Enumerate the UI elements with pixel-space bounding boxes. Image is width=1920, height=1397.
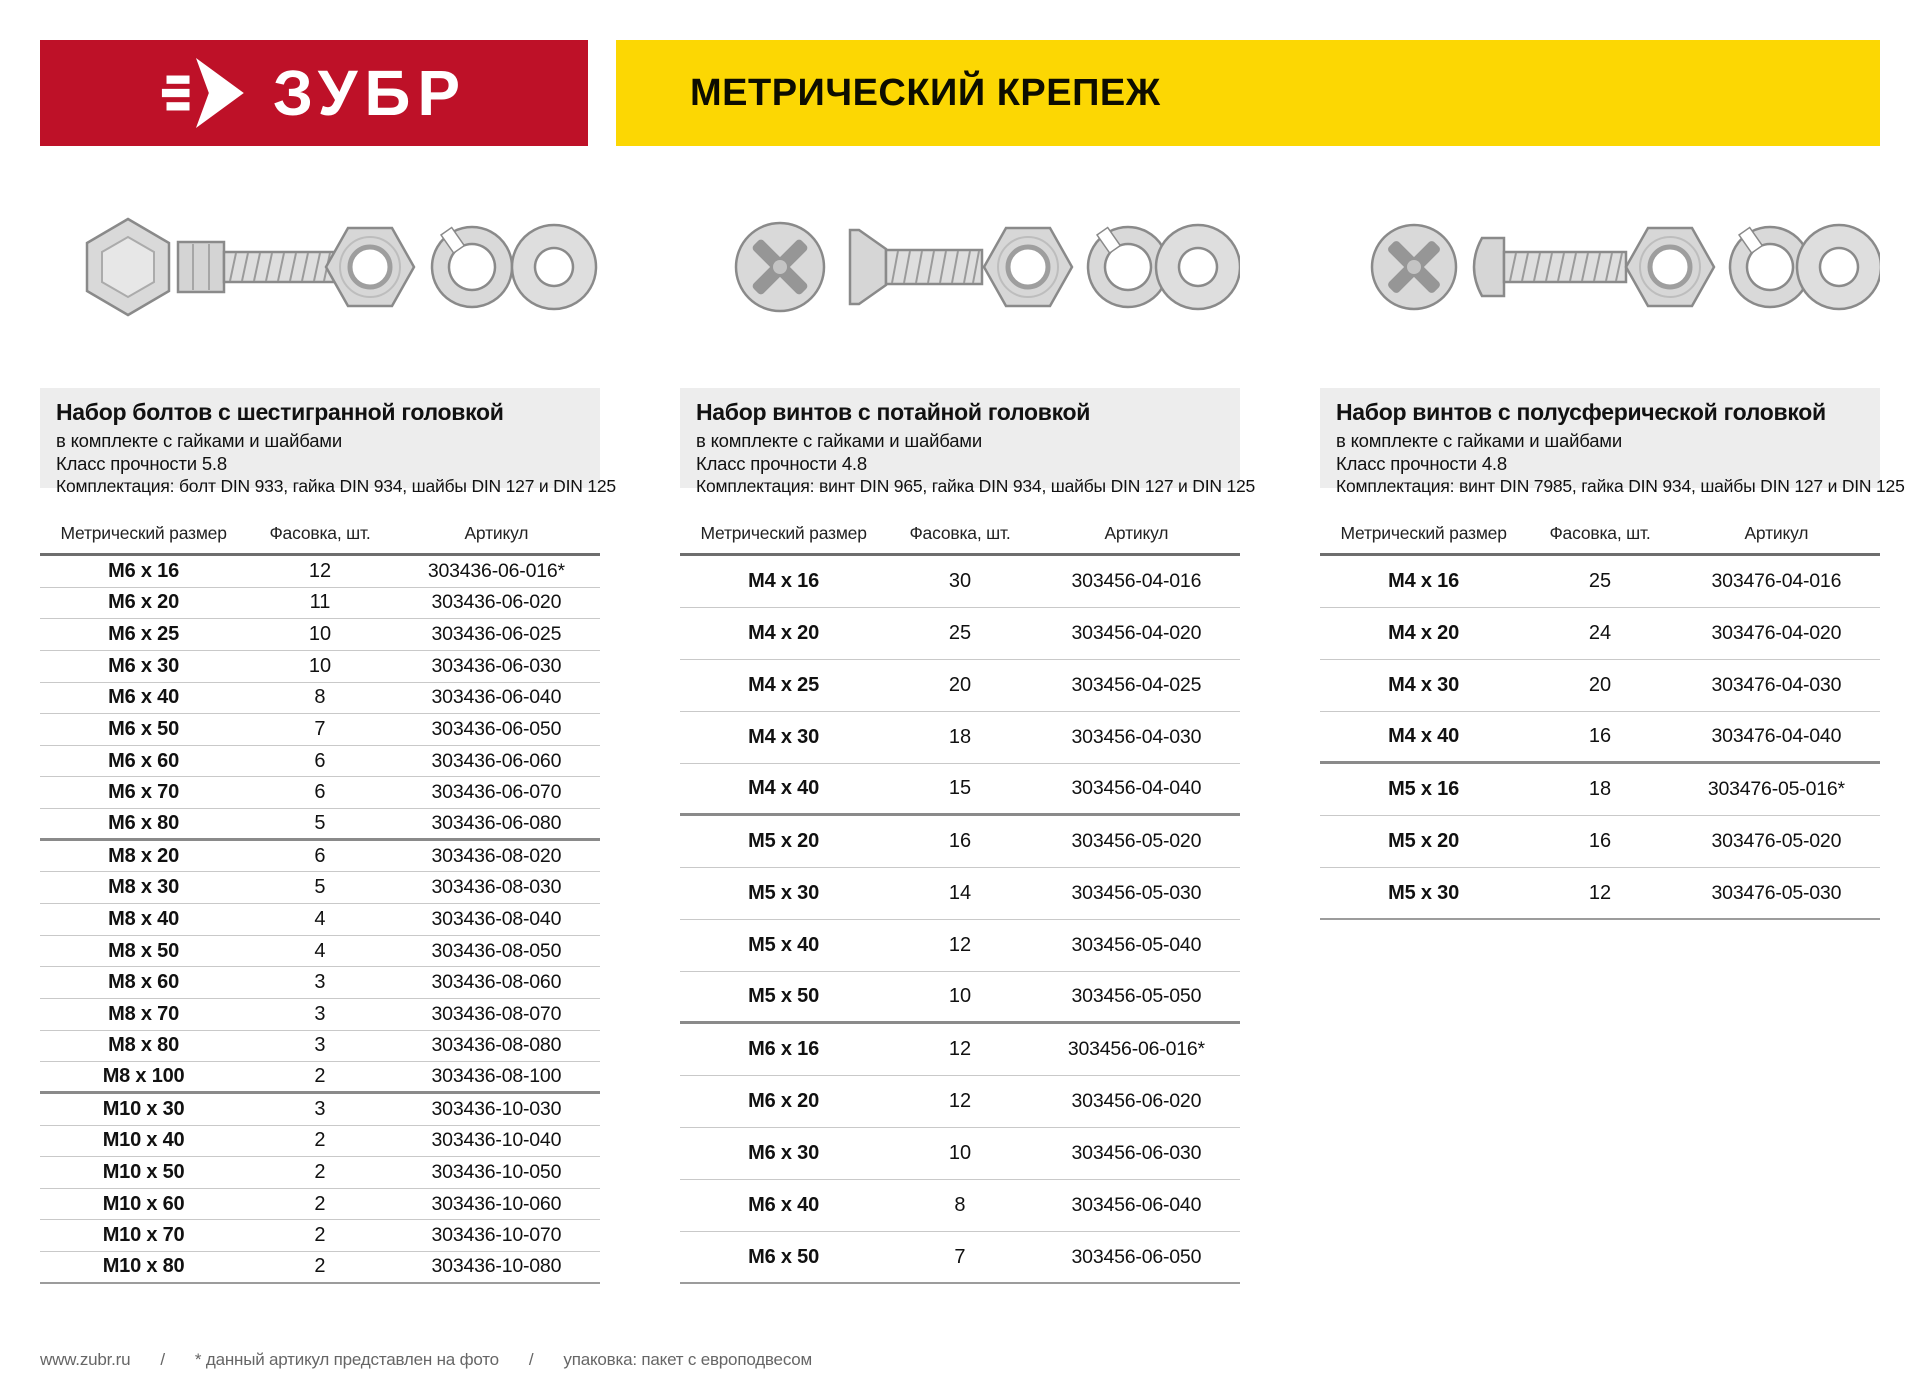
table-row — [40, 1252, 600, 1284]
sku-cell: 303456-06-050 — [1071, 1245, 1202, 1268]
size-cell: M4 x 30 — [748, 726, 820, 748]
product-column-hex-bolts — [40, 146, 616, 1284]
table-row — [1320, 764, 1880, 816]
qty-cell: 12 — [948, 1038, 972, 1060]
sku-cell: 303456-06-040 — [1071, 1194, 1202, 1216]
hex-bolt-kit-photo — [40, 192, 600, 342]
col-header-qty: Фасовка, шт. — [1549, 523, 1651, 543]
sku-cell: 303456-06-020 — [1071, 1090, 1202, 1112]
sku-cell: 303476-05-030 — [1711, 881, 1842, 904]
qty-cell: 12 — [948, 934, 972, 956]
components-line: Комплектация: болт DIN 933, гайка DIN 934, шайбы DIN 127 и DIN 125 — [56, 475, 616, 496]
size-cell: M4 x 16 — [1388, 570, 1460, 592]
sku-cell: 303436-10-040 — [431, 1129, 562, 1152]
table-row — [40, 619, 600, 651]
sku-cell: 303476-04-040 — [1711, 725, 1842, 747]
size-cell: M10 x 80 — [102, 1255, 185, 1278]
col-header-qty: Фасовка, шт. — [269, 523, 371, 543]
qty-cell: 3 — [314, 971, 326, 994]
table-row — [680, 1024, 1240, 1076]
sku-cell: 303436-08-060 — [431, 971, 562, 994]
components-line: Комплектация: винт DIN 965, гайка DIN 934, шайбы DIN 127 и DIN 125 — [696, 475, 1256, 496]
table-row — [1320, 712, 1880, 764]
size-cell: M6 x 25 — [108, 623, 180, 646]
size-cell: M10 x 50 — [102, 1160, 185, 1183]
table-row — [1320, 556, 1880, 608]
table-row — [680, 920, 1240, 972]
qty-cell: 2 — [314, 1192, 326, 1215]
qty-cell: 8 — [954, 1194, 966, 1216]
table-row — [40, 556, 600, 588]
sku-cell: 303456-05-030 — [1071, 882, 1202, 904]
sku-cell: 303436-08-080 — [431, 1034, 562, 1057]
product-subtitle: в комплекте с гайками и шайбами — [1336, 430, 1622, 451]
table-header — [680, 514, 1240, 556]
columns-container — [40, 146, 1905, 1284]
table-header — [40, 514, 600, 556]
table-row — [680, 660, 1240, 712]
size-cell: M6 x 80 — [108, 811, 180, 834]
size-cell: M5 x 40 — [748, 934, 820, 956]
size-cell: M8 x 20 — [108, 844, 180, 867]
col-header-size: Метрический размер — [700, 523, 867, 543]
qty-cell: 4 — [314, 939, 326, 962]
product-title: Набор винтов с полусферической головкой — [1336, 399, 1826, 425]
size-cell: M5 x 30 — [748, 882, 820, 904]
product-photos — [40, 146, 600, 388]
sku-cell: 303456-05-020 — [1071, 830, 1202, 852]
qty-cell: 14 — [948, 882, 972, 904]
sku-cell: 303476-04-020 — [1711, 622, 1842, 644]
sku-cell: 303436-08-040 — [431, 907, 562, 930]
sku-cell: 303456-04-030 — [1071, 726, 1202, 748]
table-row — [40, 1062, 600, 1094]
col-header-sku: Артикул — [464, 523, 529, 543]
product-photos — [680, 146, 1240, 388]
table-row — [40, 1031, 600, 1063]
size-cell: M6 x 16 — [748, 1038, 820, 1060]
qty-cell: 20 — [1588, 674, 1612, 696]
size-cell: M4 x 30 — [1388, 674, 1460, 696]
sku-cell: 303456-04-020 — [1071, 622, 1202, 644]
sku-cell: 303476-05-020 — [1711, 830, 1842, 852]
sku-cell: 303436-06-025 — [431, 623, 562, 646]
qty-cell: 2 — [314, 1160, 326, 1183]
table-body — [680, 556, 1240, 1284]
qty-cell: 18 — [948, 726, 972, 748]
qty-cell: 6 — [314, 844, 326, 867]
size-cell: M8 x 80 — [108, 1034, 180, 1057]
footer-separator: / — [160, 1350, 165, 1369]
qty-cell: 12 — [308, 559, 332, 582]
size-cell: M5 x 30 — [1388, 881, 1460, 904]
qty-cell: 11 — [309, 591, 331, 614]
qty-cell: 18 — [1588, 778, 1612, 800]
parts-table — [680, 514, 1240, 1284]
size-cell: M10 x 60 — [102, 1192, 185, 1215]
size-cell: M6 x 16 — [108, 559, 180, 582]
size-cell: M6 x 50 — [108, 718, 180, 741]
components-line: Комплектация: винт DIN 7985, гайка DIN 934, шайбы DIN 127 и DIN 125 — [1336, 475, 1905, 496]
col-header-size: Метрический размер — [60, 523, 227, 543]
sku-cell: 303456-04-025 — [1071, 674, 1202, 696]
size-cell: M4 x 25 — [748, 674, 820, 696]
table-row — [680, 712, 1240, 764]
product-column-pan-head-screws — [1320, 146, 1905, 1284]
size-cell: M6 x 20 — [748, 1090, 820, 1112]
category-banner — [616, 40, 1880, 146]
product-title: Набор винтов с потайной головкой — [696, 399, 1091, 425]
product-column-countersunk-screws — [680, 146, 1256, 1284]
strength-class: Класс прочности 5.8 — [56, 452, 227, 474]
table-row — [40, 746, 600, 778]
table-row — [40, 809, 600, 841]
sku-cell: 303436-10-050 — [431, 1160, 562, 1183]
sku-cell: 303436-06-040 — [431, 686, 562, 709]
sku-cell: 303436-10-060 — [431, 1192, 562, 1215]
product-subtitle: в комплекте с гайками и шайбами — [696, 430, 982, 451]
size-cell: M10 x 40 — [102, 1129, 185, 1152]
qty-cell: 7 — [954, 1245, 966, 1268]
size-cell: M4 x 16 — [748, 570, 820, 592]
qty-cell: 10 — [308, 623, 332, 646]
product-info-box — [680, 388, 1256, 496]
size-cell: M5 x 16 — [1388, 778, 1460, 800]
size-cell: M6 x 60 — [108, 749, 180, 772]
logo-text: ЗУБР — [272, 57, 468, 129]
sku-cell: 303436-08-100 — [431, 1065, 562, 1088]
table-row — [40, 1157, 600, 1189]
sku-cell: 303436-08-020 — [431, 844, 562, 867]
banner-title: МЕТРИЧЕСКИЙ КРЕПЕЖ — [690, 71, 1161, 114]
table-row — [40, 999, 600, 1031]
product-title: Набор болтов с шестигранной головкой — [56, 399, 504, 425]
col-header-sku: Артикул — [1104, 523, 1169, 543]
sku-cell: 303436-06-060 — [431, 749, 562, 772]
qty-cell: 7 — [314, 718, 326, 741]
size-cell: M6 x 20 — [108, 591, 180, 614]
size-cell: M8 x 50 — [108, 939, 180, 962]
table-row — [680, 1180, 1240, 1232]
parts-table — [1320, 514, 1880, 920]
qty-cell: 30 — [948, 570, 972, 592]
size-cell: M10 x 70 — [102, 1224, 185, 1247]
size-cell: M8 x 60 — [108, 971, 180, 994]
qty-cell: 2 — [314, 1224, 326, 1247]
table-row — [1320, 660, 1880, 712]
sku-cell: 303456-04-040 — [1071, 777, 1202, 799]
table-row — [1320, 608, 1880, 660]
sku-cell: 303476-05-016* — [1707, 778, 1845, 800]
size-cell: M4 x 40 — [748, 777, 820, 799]
size-cell: M8 x 30 — [108, 876, 180, 899]
table-row — [40, 714, 600, 746]
sku-cell: 303436-10-080 — [431, 1255, 562, 1278]
size-cell: M5 x 50 — [748, 985, 820, 1007]
table-row — [40, 841, 600, 873]
qty-cell: 12 — [948, 1090, 972, 1112]
table-row — [680, 972, 1240, 1024]
sku-cell: 303456-06-016* — [1067, 1038, 1205, 1060]
product-info-box — [40, 388, 616, 496]
sku-cell: 303456-06-030 — [1071, 1142, 1202, 1164]
sku-cell: 303436-08-070 — [431, 1002, 562, 1025]
table-row — [680, 608, 1240, 660]
qty-cell: 16 — [948, 830, 972, 852]
table-row — [680, 1128, 1240, 1180]
size-cell: M4 x 20 — [1388, 622, 1460, 644]
strength-class: Класс прочности 4.8 — [1336, 452, 1507, 474]
qty-cell: 2 — [314, 1255, 326, 1278]
table-body — [1320, 556, 1880, 920]
product-subtitle: в комплекте с гайками и шайбами — [56, 430, 342, 451]
qty-cell: 15 — [948, 777, 972, 799]
qty-cell: 25 — [1588, 570, 1612, 592]
table-row — [1320, 816, 1880, 868]
table-row — [680, 1232, 1240, 1284]
table-row — [40, 967, 600, 999]
zubr-logo — [40, 40, 588, 146]
table-row — [680, 868, 1240, 920]
table-row — [680, 764, 1240, 816]
qty-cell: 6 — [314, 749, 326, 772]
sku-cell: 303456-04-016 — [1071, 570, 1202, 592]
table-row — [40, 872, 600, 904]
sku-cell: 303476-04-016 — [1711, 570, 1842, 592]
size-cell: M5 x 20 — [748, 830, 820, 852]
countersunk-screw-kit-photo — [680, 192, 1240, 342]
size-cell: M8 x 70 — [108, 1002, 180, 1025]
table-row — [40, 904, 600, 936]
size-cell: M6 x 40 — [748, 1194, 820, 1216]
qty-cell: 3 — [314, 1034, 326, 1057]
strength-class: Класс прочности 4.8 — [696, 452, 867, 474]
table-header — [1320, 514, 1880, 556]
qty-cell: 12 — [1588, 881, 1612, 904]
table-row — [40, 1094, 600, 1126]
qty-cell: 16 — [1588, 830, 1612, 852]
size-cell: M10 x 30 — [102, 1097, 185, 1120]
site-url: www.zubr.ru — [40, 1350, 131, 1369]
sku-cell: 303436-06-030 — [431, 654, 562, 677]
size-cell: M8 x 40 — [108, 907, 180, 930]
page-footer — [40, 1350, 812, 1370]
product-info-box — [1320, 388, 1905, 496]
sku-cell: 303436-06-080 — [431, 811, 562, 834]
table-row — [40, 1189, 600, 1221]
qty-cell: 10 — [948, 1142, 972, 1164]
sku-cell: 303456-05-050 — [1071, 985, 1202, 1007]
qty-cell: 20 — [948, 674, 972, 696]
qty-cell: 16 — [1588, 725, 1612, 747]
size-cell: M4 x 20 — [748, 622, 820, 644]
qty-cell: 8 — [314, 686, 326, 709]
table-row — [680, 556, 1240, 608]
qty-cell: 4 — [314, 907, 326, 930]
size-cell: M6 x 70 — [108, 781, 180, 804]
qty-cell: 24 — [1588, 622, 1612, 644]
size-cell: M5 x 20 — [1388, 830, 1460, 852]
table-body — [40, 556, 600, 1284]
qty-cell: 3 — [314, 1002, 326, 1025]
col-header-qty: Фасовка, шт. — [909, 523, 1011, 543]
qty-cell: 25 — [948, 622, 972, 644]
qty-cell: 5 — [314, 876, 326, 899]
sku-cell: 303436-08-050 — [431, 939, 562, 962]
qty-cell: 10 — [948, 985, 972, 1007]
table-row — [40, 777, 600, 809]
table-row — [40, 683, 600, 715]
table-row — [680, 816, 1240, 868]
table-row — [1320, 868, 1880, 920]
col-header-sku: Артикул — [1744, 523, 1809, 543]
sku-cell: 303436-08-030 — [431, 876, 562, 899]
sku-cell: 303436-06-020 — [431, 591, 562, 614]
sku-cell: 303436-06-070 — [431, 781, 562, 804]
qty-cell: 10 — [308, 654, 332, 677]
sku-cell: 303436-10-030 — [431, 1097, 562, 1120]
parts-table — [40, 514, 600, 1284]
table-row — [40, 651, 600, 683]
footnote-photo: * данный артикул представлен на фото — [194, 1350, 499, 1369]
size-cell: M4 x 40 — [1388, 725, 1460, 747]
footer-separator: / — [528, 1350, 534, 1369]
size-cell: M6 x 50 — [748, 1245, 820, 1268]
table-row — [40, 936, 600, 968]
zubr-logo-mark-icon — [161, 53, 253, 133]
qty-cell: 6 — [314, 781, 326, 804]
sku-cell: 303436-06-016* — [427, 559, 565, 582]
product-photos — [1320, 146, 1880, 388]
sku-cell: 303476-04-030 — [1711, 674, 1842, 696]
col-header-size: Метрический размер — [1340, 523, 1507, 543]
size-cell: M6 x 30 — [108, 654, 180, 677]
size-cell: M6 x 30 — [748, 1142, 820, 1164]
qty-cell: 2 — [314, 1129, 326, 1152]
table-row — [40, 588, 600, 620]
catalog-page — [0, 40, 1920, 1397]
size-cell: M8 x 100 — [102, 1065, 185, 1088]
sku-cell: 303436-10-070 — [431, 1224, 562, 1247]
sku-cell: 303436-06-050 — [431, 718, 562, 741]
footnote-packaging: упаковка: пакет с европодвесом — [563, 1350, 813, 1369]
sku-cell: 303456-05-040 — [1071, 934, 1202, 956]
size-cell: M6 x 40 — [108, 686, 180, 709]
table-row — [40, 1220, 600, 1252]
pan-head-screw-kit-photo — [1320, 192, 1880, 342]
table-row — [40, 1126, 600, 1158]
top-bar — [40, 40, 1880, 146]
qty-cell: 5 — [314, 811, 326, 834]
qty-cell: 3 — [314, 1097, 326, 1120]
table-row — [680, 1076, 1240, 1128]
qty-cell: 2 — [314, 1065, 326, 1088]
